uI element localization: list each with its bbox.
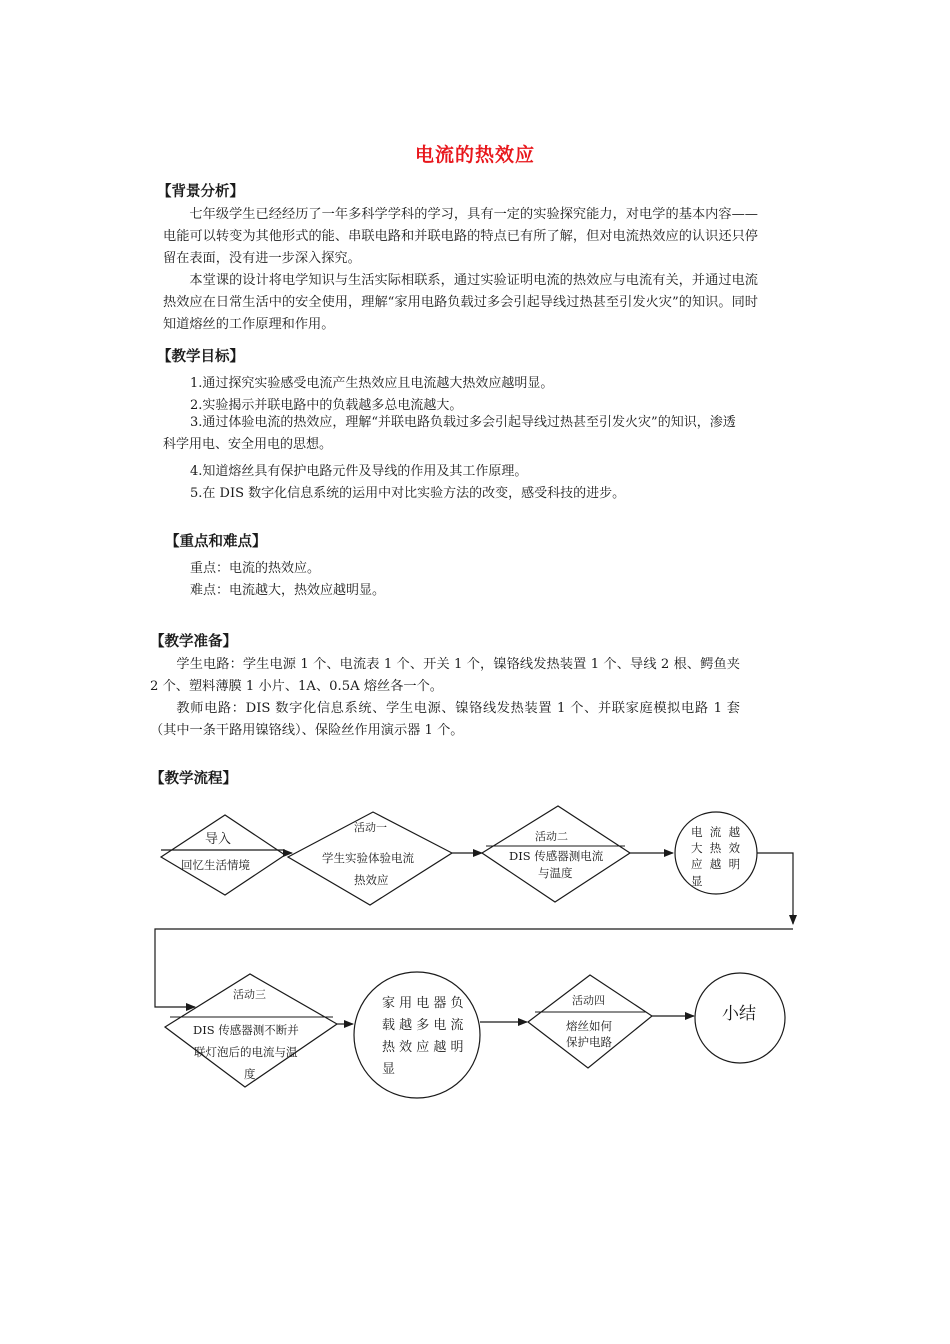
act4-line2: 保护电路 <box>566 1035 612 1049</box>
background-heading: 【背景分析】 <box>157 184 244 200</box>
result1-line2: 大 热 效 <box>691 841 741 855</box>
act1-line2: 热效应 <box>354 873 389 887</box>
result2-line2: 载 越 多 电 流 <box>382 1018 464 1033</box>
goal-item-1: 1.通过探究实验感受电流产生热效应且电流越大热效应越明显。 <box>190 376 554 391</box>
result2-line3: 热 效 应 越 明 <box>382 1040 464 1055</box>
goal-item-2: 2.实验揭示并联电路中的负载越多总电流越大。 <box>190 398 463 413</box>
connector-result1-to-act3 <box>757 853 793 922</box>
intro-text: 回忆生活情境 <box>181 858 250 872</box>
result2-line4: 显 <box>382 1062 396 1077</box>
result1-line1: 电 流 越 <box>691 825 741 839</box>
preparation-teacher: 教师电路：DIS 数字化信息系统、学生电源、镍铬线发热装置 1 个、并联家庭模拟电路 1 套（其中一条干路用镍铬线）、保险丝作用演示器 1 个。 <box>150 701 740 738</box>
result2-line1: 家 用 电 器 负 <box>382 996 464 1011</box>
goals-heading: 【教学目标】 <box>157 349 244 365</box>
act3-line1: DIS 传感器测不断并 <box>193 1023 299 1037</box>
act4-title: 活动四 <box>572 994 605 1007</box>
preparation-student: 学生电路：学生电源 1 个、电流表 1 个、开关 1 个，镍铬线发热装置 1 个、导线 2 根、鳄鱼夹 2 个、塑料薄膜 1 小片、1A、0.5A 熔丝各一个。 <box>150 657 740 694</box>
goal-item-4: 4.知道熔丝具有保护电路元件及导线的作用及其工作原理。 <box>190 464 528 479</box>
summary-text: 小结 <box>722 1004 756 1024</box>
key-point: 重点：电流的热效应。 <box>190 561 321 576</box>
preparation-heading: 【教学准备】 <box>150 634 237 650</box>
act3-title: 活动三 <box>233 988 266 1001</box>
page-title: 电流的热效应 <box>414 144 535 166</box>
act2-title: 活动二 <box>535 830 568 843</box>
act2-line1: DIS 传感器测电流 <box>509 849 604 863</box>
difficult-point: 难点：电流越大，热效应越明显。 <box>190 583 386 598</box>
process-heading: 【教学流程】 <box>150 771 237 787</box>
goal-item-3: 3.通过体验电流的热效应，理解“并联电路负载过多会引起导线过热甚至引发火灾”的知识，渗透科学用电、安全用电的思想。 <box>163 415 736 452</box>
result1-line4: 显 <box>691 874 703 888</box>
act3-line3: 度 <box>244 1067 256 1081</box>
act1-title: 活动一 <box>354 821 387 834</box>
result2-circle <box>354 972 480 1098</box>
act2-line2: 与温度 <box>538 866 573 880</box>
result1-line3: 应 越 明 <box>691 857 741 871</box>
act4-line1: 熔丝如何 <box>566 1019 612 1033</box>
background-paragraph-2: 本堂课的设计将电学知识与生活实际相联系，通过实验证明电流的热效应与电流有关，并通过电流热效应在日常生活中的安全使用，理解“家用电路负载过多会引起导线过热甚至引发火灾”的知识。同时知道熔丝的工作原理和作用。 <box>163 273 758 332</box>
intro-diamond <box>161 815 285 895</box>
goal-item-5: 5.在 DIS 数字化信息系统的运用中对比实验方法的改变，感受科技的进步。 <box>190 486 626 501</box>
intro-title: 导入 <box>205 832 232 847</box>
act1-line1: 学生实验体验电流 <box>322 851 414 865</box>
key-points-heading: 【重点和难点】 <box>165 534 267 550</box>
background-paragraph-1: 七年级学生已经经历了一年多科学学科的学习，具有一定的实验探究能力，对电学的基本内容——电能可以转变为其他形式的能、串联电路和并联电路的特点已有所了解，但对电流热效应的认识还只停留在表面，没有进一步深入探究。 <box>163 207 758 266</box>
act3-line2: 联灯泡后的电流与温 <box>194 1045 298 1059</box>
